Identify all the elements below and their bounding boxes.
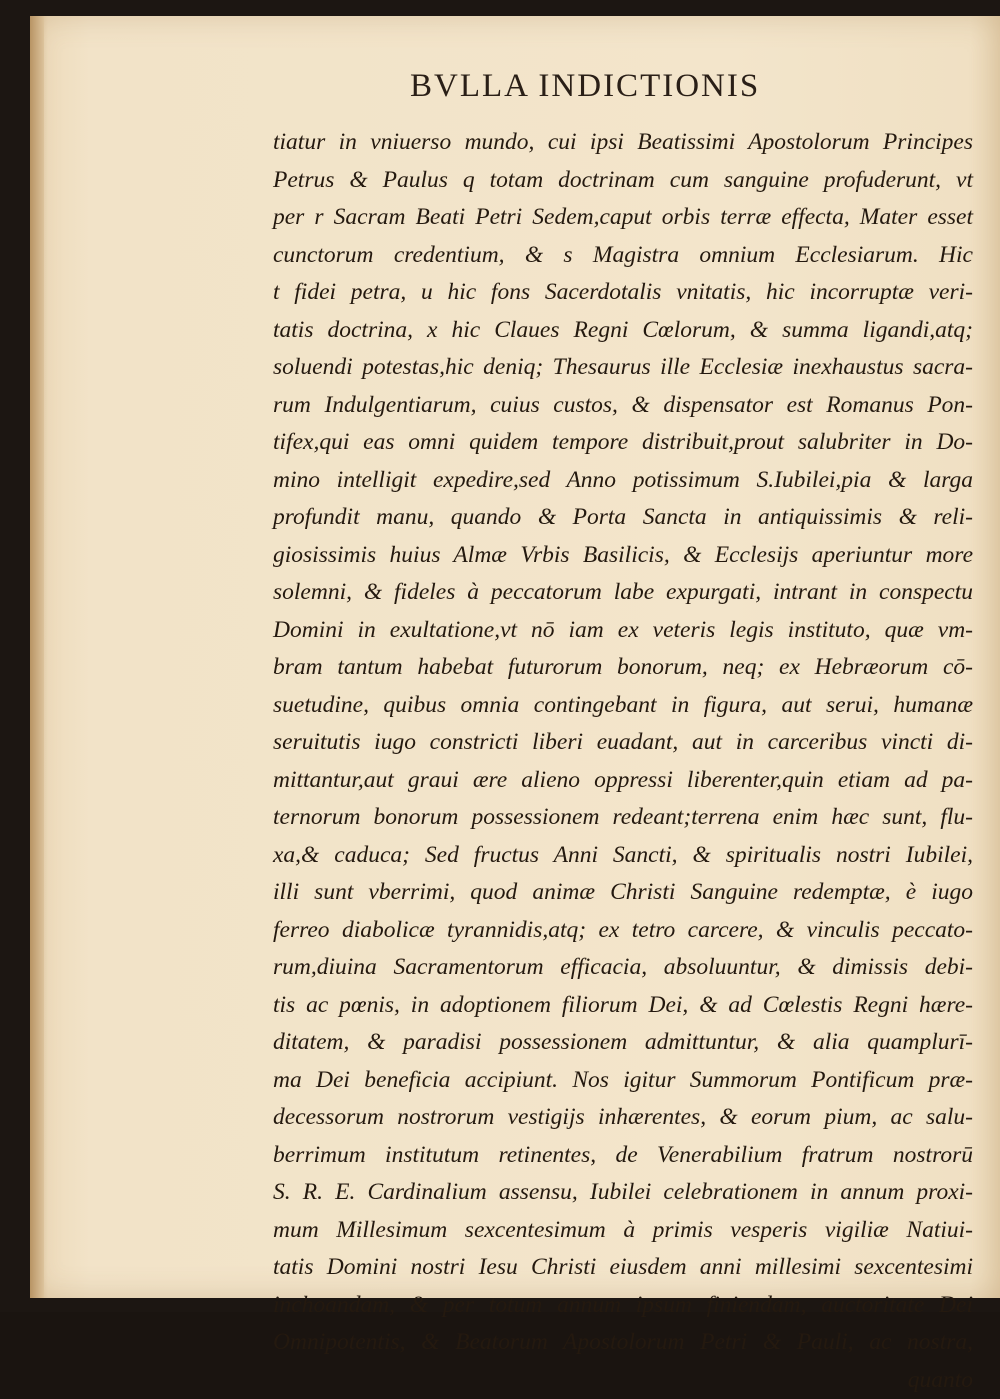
text-line: t fidei petra, u hic fons Sacerdotalis vnitatis, hic incorruptæ veri- — [273, 274, 973, 312]
text-line: solemni, & fideles à peccatorum labe expurgati, intrant in conspectu — [273, 574, 973, 612]
text-line: berrimum institutum retinentes, de Venerabilium fratrum nostrorū — [273, 1137, 973, 1175]
text-line: illi sunt vberrimi, quod animæ Christi Sanguine redemptæ, è iugo — [273, 874, 973, 912]
text-line: Omnipotentis, & Beatorum Apostolorum Petri & Pauli, ac nostra, — [273, 1324, 973, 1362]
text-line: rum Indulgentiarum, cuius custos, & dispensator est Romanus Pon- — [273, 387, 973, 425]
text-line: ditatem, & paradisi possessionem admittuntur, & alia quamplurī- — [273, 1024, 973, 1062]
page-sheet — [30, 16, 1000, 1298]
text-line: mum Millesimum sexcentesimum à primis vesperis vigiliæ Natiui- — [273, 1212, 973, 1250]
text-line: rum,diuina Sacramentorum efficacia, absoluuntur, & dimissis debi- — [273, 949, 973, 987]
text-line: inchoandam, & per totum annum ipsum finiendam, auctoritate Dei — [273, 1287, 973, 1325]
text-line: xa,& caduca; Sed fructus Anni Sancti, & spiritualis nostri Iubilei, — [273, 837, 973, 875]
text-line: S. R. E. Cardinalium assensu, Iubilei celebrationem in annum proxi- — [273, 1174, 973, 1212]
text-line: per r Sacram Beati Petri Sedem,caput orbis terræ effecta, Mater esset — [273, 199, 973, 237]
text-line: tis ac pœnis, in adoptionem filiorum Dei, & ad Cœlestis Regni hære- — [273, 987, 973, 1025]
text-line: mittantur,aut graui ære alieno oppressi liberenter,quin etiam ad pa- — [273, 762, 973, 800]
text-line: suetudine, quibus omnia contingebant in figura, aut serui, humanæ — [273, 687, 973, 725]
text-line: tatis doctrina, x hic Claues Regni Cœlorum, & summa ligandi,atq; — [273, 312, 973, 350]
body-text — [273, 124, 973, 1399]
text-line: tifex,qui eas omni quidem tempore distribuit,prout salubriter in Do- — [273, 424, 973, 462]
text-line: tiatur in vniuerso mundo, cui ipsi Beatissimi Apostolorum Principes — [273, 124, 973, 162]
text-line: Domini in exultatione,vt nō iam ex veteris legis instituto, quæ vm- — [273, 612, 973, 650]
text-line: giosissimis huius Almæ Vrbis Basilicis, & Ecclesijs aperiuntur more — [273, 537, 973, 575]
text-line: seruitutis iugo constricti liberi euadant, aut in carceribus vincti di- — [273, 724, 973, 762]
text-line: mino intelligit expedire,sed Anno potissimum S.Iubilei,pia & larga — [273, 462, 973, 500]
text-line: quanto — [273, 1362, 973, 1399]
text-line: tatis Domini nostri Iesu Christi eiusdem anni millesimi sexcentesimi — [273, 1249, 973, 1287]
text-line: ternorum bonorum possessionem redeant;terrena enim hæc sunt, flu- — [273, 799, 973, 837]
text-line: Petrus & Paulus q totam doctrinam cum sanguine profuderunt, vt — [273, 162, 973, 200]
running-header: BVLLA INDICTIONIS — [410, 68, 760, 105]
text-line: cunctorum credentium, & s Magistra omnium Ecclesiarum. Hic — [273, 237, 973, 275]
text-line: ma Dei beneficia accipiunt. Nos igitur Summorum Pontificum præ- — [273, 1062, 973, 1100]
text-line: soluendi potestas,hic deniq; Thesaurus ille Ecclesiæ inexhaustus sacra- — [273, 349, 973, 387]
text-line: ferreo diabolicæ tyrannidis,atq; ex tetro carcere, & vinculis peccato- — [273, 912, 973, 950]
text-line: decessorum nostrorum vestigijs inhærentes, & eorum pium, ac salu- — [273, 1099, 973, 1137]
text-line: bram tantum habebat futurorum bonorum, neq; ex Hebræorum cō- — [273, 649, 973, 687]
text-line: profundit manu, quando & Porta Sancta in antiquissimis & reli- — [273, 499, 973, 537]
